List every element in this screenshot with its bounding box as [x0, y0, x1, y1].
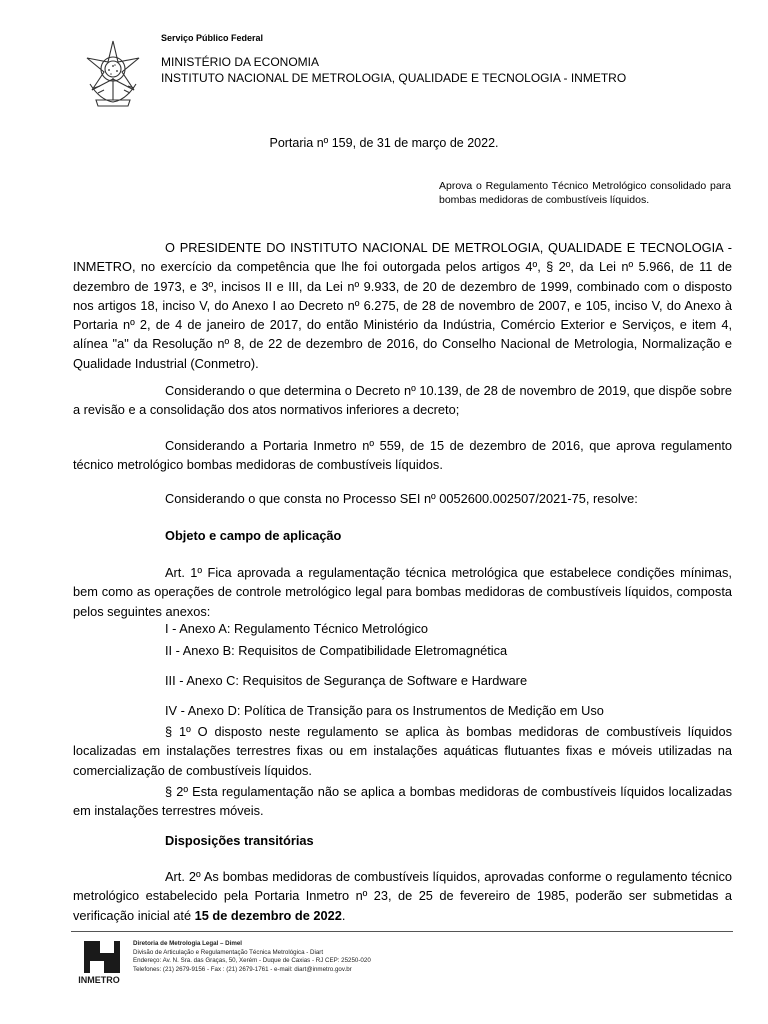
article-2 [73, 867, 732, 925]
article-2-date: 15 de dezembro de 2022 [194, 907, 342, 923]
article-2-text: Art. 2º As bombas medidoras de combustíveis líquidos, aprovadas conforme o regulamento técnico metrológico estabelecido pela Portaria Inmetro nº 23, de 25 de fevereiro de 1985, poderão ser submetidas a verificação inicial até [73, 869, 732, 923]
footer-contact [133, 940, 371, 974]
footer-divider [71, 931, 733, 932]
coat-of-arms-emblem [78, 38, 148, 110]
article-2-end: . [341, 907, 346, 923]
paragraph-1: § 1º O disposto neste regulamento se aplica às bombas medidoras de combustíveis líquidos localizadas em instalações terrestres fixas ou em instalações aquáticas flutuantes fixas e móveis utilizadas na comercialização de combustíveis líquidos. [73, 724, 732, 778]
section-heading-transitional: Disposições transitórias [165, 833, 314, 848]
section-heading-object: Objeto e campo de aplicação [165, 528, 342, 543]
considerando-2: Considerando a Portaria Inmetro nº 559, de 15 de dezembro de 2016, que aprova regulamento técnico metrológico bombas medidoras de combustíveis líquidos. [73, 438, 732, 473]
ementa: Aprova o Regulamento Técnico Metrológico consolidado para bombas medidoras de combustíveis líquidos. [439, 180, 731, 206]
document-title: Portaria nº 159, de 31 de março de 2022. [269, 136, 499, 150]
considerando-1: Considerando o que determina o Decreto nº 10.139, de 28 de novembro de 2019, que dispõe sobre a revisão e a consolidação dos atos normativos inferiores a decreto; [73, 383, 732, 418]
annex-c-item: III - Anexo C: Requisitos de Segurança de Software e Hardware [165, 673, 528, 688]
header-institute: INSTITUTO NACIONAL DE METROLOGIA, QUALIDADE E TECNOLOGIA - INMETRO [161, 71, 627, 85]
annex-b-item: II - Anexo B: Requisitos de Compatibilidade Eletromagnética [165, 643, 508, 658]
footer-line-2: Divisão de Articulação e Regulamentação Técnica Metrológica - Diart [133, 948, 324, 956]
inmetro-logo-text: INMETRO [78, 975, 120, 985]
considerando-3: Considerando o que consta no Processo SEI nº 0052600.002507/2021-75, resolve: [165, 491, 638, 506]
annex-d-item: IV - Anexo D: Política de Transição para os Instrumentos de Medição em Uso [165, 703, 604, 718]
header-ministry: MINISTÉRIO DA ECONOMIA [161, 55, 320, 69]
paragraph-2: § 2º Esta regulamentação não se aplica a bombas medidoras de combustíveis líquidos localizadas em instalações terrestres móveis. [73, 784, 732, 819]
inmetro-logo-icon [74, 939, 124, 985]
footer-line-4: Telefones: (21) 2679-9156 - Fax : (21) 2679-1761 - e-mail: diart@inmetro.gov.br [133, 965, 352, 973]
annex-a-item: I - Anexo A: Regulamento Técnico Metrológico [165, 621, 428, 636]
footer-line-1: Diretoria de Metrologia Legal – Dimel [133, 940, 242, 947]
article-1: Art. 1º Fica aprovada a regulamentação técnica metrológica que estabelece condições mínimas, bem como as operações de controle metrológico legal para bombas medidoras de combustíveis líquidos, composta pelos seguintes anexos: [73, 565, 732, 619]
footer-line-3: Endereço: Av. N. Sra. das Graças, 50, Xerém - Duque de Caxias - RJ CEP: 25250-020 [133, 957, 371, 965]
preamble-paragraph: O PRESIDENTE DO INSTITUTO NACIONAL DE METROLOGIA, QUALIDADE E TECNOLOGIA - INMETRO, no exercício da competência que lhe foi outorgada pelos artigos 4º, § 2º, da Lei nº 5.966, de 11 de dezembro de 1973, e 3º, incisos II e III, da Lei nº 9.933, de 20 de dezembro de 1999, combinado com o disposto nos artigos 18, inciso V, do Anexo I ao Decreto nº 6.275, de 28 de novembro de 2007, e 105, inciso V, do Anexo à Portaria nº 2, de 4 de janeiro de 2017, do então Ministério da Indústria, Comércio Exterior e Serviços, e item 4, alínea "a" da Resolução nº 8, de 22 de dezembro de 2016, do Conselho Nacional de Metrologia, Normalização e Qualidade Industrial (Conmetro). [73, 240, 732, 371]
header-service: Serviço Público Federal [161, 33, 264, 43]
